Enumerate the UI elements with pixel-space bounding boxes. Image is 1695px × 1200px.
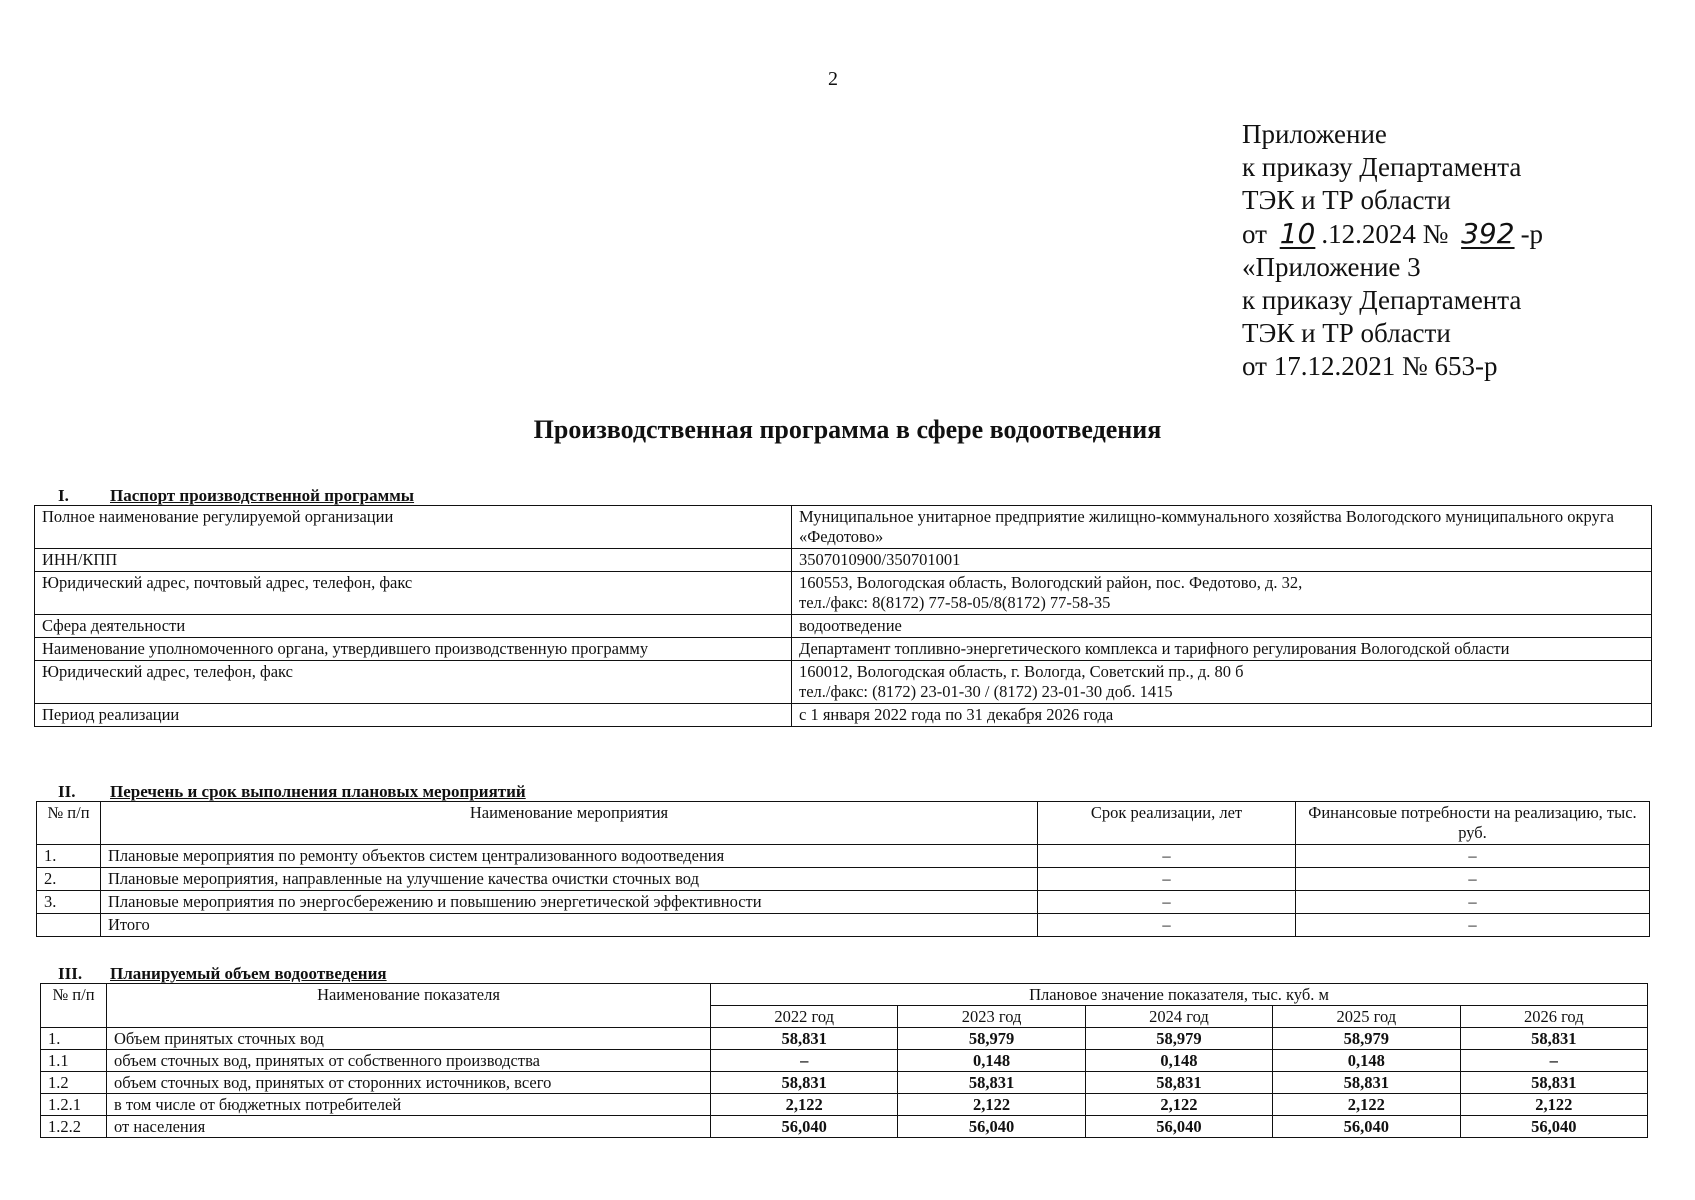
- row-num: 1.1: [41, 1050, 107, 1072]
- row-value: 56,040: [1460, 1116, 1647, 1138]
- col-header-name: Наименование мероприятия: [101, 802, 1038, 845]
- row-num: [37, 914, 101, 937]
- appendix-header: [1242, 118, 1543, 383]
- passport-label: Юридический адрес, телефон, факс: [35, 661, 792, 704]
- passport-value-line: 160553, Вологодская область, Вологодский район, пос. Федотово, д. 32,: [799, 573, 1303, 592]
- passport-value-line: тел./факс: (8172) 23-01-30 / (8172) 23-01-30 доб. 1415: [799, 682, 1173, 701]
- appendix-line: ТЭК и ТР области: [1242, 318, 1451, 348]
- table-header-row: [41, 984, 1648, 1006]
- appendix-line: к приказу Департамента: [1242, 152, 1522, 182]
- appendix-line: «Приложение 3: [1242, 252, 1421, 282]
- document-title: Производственная программа в сфере водоотведения: [533, 415, 1162, 444]
- row-value: 58,979: [1085, 1028, 1272, 1050]
- row-num: 1.: [41, 1028, 107, 1050]
- passport-value: Муниципальное унитарное предприятие жилищно-коммунального хозяйства Вологодского муниципального округа «Федотово»: [792, 506, 1652, 549]
- appendix-line: от 17.12.2021 № 653-р: [1242, 351, 1498, 381]
- row-name: в том числе от бюджетных потребителей: [107, 1094, 711, 1116]
- section3-title: Планируемый объем водоотведения: [110, 964, 387, 983]
- section1-title: Паспорт производственной программы: [110, 486, 415, 505]
- handwritten-number: 392: [1461, 217, 1515, 250]
- passport-value: [792, 572, 1652, 615]
- row-value: 2,122: [898, 1094, 1085, 1116]
- row-num: 1.: [37, 845, 101, 868]
- row-num: 3.: [37, 891, 101, 914]
- row-value: 58,831: [1460, 1028, 1647, 1050]
- row-num: 1.2.1: [41, 1094, 107, 1116]
- passport-value-line: 160012, Вологодская область, г. Вологда, Советский пр., д. 80 б: [799, 662, 1244, 681]
- section3-roman: III.: [58, 964, 83, 983]
- col-header-num: № п/п: [41, 984, 107, 1028]
- row-num: 1.2.2: [41, 1116, 107, 1138]
- col-header-year: 2022 год: [711, 1006, 898, 1028]
- table-header-row: [37, 802, 1650, 845]
- passport-label: ИНН/КПП: [35, 549, 792, 572]
- page-number: 2: [828, 68, 838, 90]
- volume-table: [40, 983, 1648, 1138]
- passport-label: Юридический адрес, почтовый адрес, телефон, факс: [35, 572, 792, 615]
- table-row: [35, 506, 1652, 549]
- passport-value: Департамент топливно-энергетического комплекса и тарифного регулирования Вологодской области: [792, 638, 1652, 661]
- section1-roman: I.: [58, 486, 69, 505]
- table-row: [41, 1028, 1648, 1050]
- row-value: 56,040: [1273, 1116, 1460, 1138]
- table-row: [35, 615, 1652, 638]
- appendix-line: к приказу Департамента: [1242, 285, 1522, 315]
- row-value: 0,148: [898, 1050, 1085, 1072]
- appendix-line: ТЭК и ТР области: [1242, 185, 1451, 215]
- row-name: Плановые мероприятия по ремонту объектов систем централизованного водоотведения: [101, 845, 1038, 868]
- table-row: [37, 845, 1650, 868]
- row-name: от населения: [107, 1116, 711, 1138]
- row-value: 58,831: [1273, 1072, 1460, 1094]
- order-date: .12.2024 №: [1321, 219, 1449, 249]
- passport-value: [792, 661, 1652, 704]
- row-value: 58,831: [711, 1072, 898, 1094]
- row-name: Объем принятых сточных вод: [107, 1028, 711, 1050]
- col-header-year: 2025 год: [1273, 1006, 1460, 1028]
- section3-heading: [58, 964, 387, 984]
- row-num: 1.2: [41, 1072, 107, 1094]
- col-header-year: 2026 год: [1460, 1006, 1647, 1028]
- row-term: –: [1038, 868, 1296, 891]
- row-num: 2.: [37, 868, 101, 891]
- section2-roman: II.: [58, 782, 76, 801]
- passport-value-line: тел./факс: 8(8172) 77-58-05/8(8172) 77-58-35: [799, 593, 1111, 612]
- col-header-year: 2024 год: [1085, 1006, 1272, 1028]
- passport-value: с 1 января 2022 года по 31 декабря 2026 года: [792, 704, 1652, 727]
- row-value: 2,122: [711, 1094, 898, 1116]
- row-value: –: [1460, 1050, 1647, 1072]
- col-header-year: 2023 год: [898, 1006, 1085, 1028]
- section1-heading: [58, 486, 414, 506]
- row-term: –: [1038, 914, 1296, 937]
- table-row: [35, 572, 1652, 615]
- row-value: 0,148: [1085, 1050, 1272, 1072]
- row-name: Плановые мероприятия, направленные на улучшение качества очистки сточных вод: [101, 868, 1038, 891]
- row-name: Итого: [101, 914, 1038, 937]
- row-finance: –: [1296, 914, 1650, 937]
- table-row: [35, 638, 1652, 661]
- row-value: 58,831: [1460, 1072, 1647, 1094]
- order-suffix: -р: [1520, 219, 1544, 249]
- passport-label: Период реализации: [35, 704, 792, 727]
- row-finance: –: [1296, 891, 1650, 914]
- section2-heading: [58, 782, 526, 802]
- row-value: 56,040: [1085, 1116, 1272, 1138]
- row-finance: –: [1296, 845, 1650, 868]
- row-value: 58,831: [898, 1072, 1085, 1094]
- row-value: 58,831: [711, 1028, 898, 1050]
- table-row: [35, 704, 1652, 727]
- row-name: объем сточных вод, принятых от собственного производства: [107, 1050, 711, 1072]
- row-name: объем сточных вод, принятых от сторонних источников, всего: [107, 1072, 711, 1094]
- col-header-term: Срок реализации, лет: [1038, 802, 1296, 845]
- col-header-name: Наименование показателя: [107, 984, 711, 1028]
- passport-label: Полное наименование регулируемой организации: [35, 506, 792, 549]
- appendix-line: Приложение: [1242, 119, 1387, 149]
- row-value: 2,122: [1273, 1094, 1460, 1116]
- section2-title: Перечень и срок выполнения плановых мероприятий: [110, 782, 526, 801]
- passport-value: водоотведение: [792, 615, 1652, 638]
- row-value: 58,979: [898, 1028, 1085, 1050]
- passport-value: 3507010900/350701001: [792, 549, 1652, 572]
- measures-table: [36, 801, 1650, 937]
- passport-table: [34, 505, 1652, 727]
- table-row: [41, 1072, 1648, 1094]
- col-header-finance: Финансовые потребности на реализацию, тыс. руб.: [1296, 802, 1650, 845]
- appendix-order-line: [1242, 217, 1543, 251]
- passport-label: Сфера деятельности: [35, 615, 792, 638]
- row-term: –: [1038, 891, 1296, 914]
- row-value: 2,122: [1085, 1094, 1272, 1116]
- handwritten-day: 10: [1279, 217, 1316, 250]
- table-row-total: [37, 914, 1650, 937]
- row-value: –: [711, 1050, 898, 1072]
- row-value: 56,040: [898, 1116, 1085, 1138]
- table-row: [35, 549, 1652, 572]
- table-row: [37, 868, 1650, 891]
- row-value: 0,148: [1273, 1050, 1460, 1072]
- table-row: [41, 1094, 1648, 1116]
- order-prefix: от: [1242, 219, 1267, 249]
- row-value: 2,122: [1460, 1094, 1647, 1116]
- passport-label: Наименование уполномоченного органа, утвердившего производственную программу: [35, 638, 792, 661]
- row-name: Плановые мероприятия по энергосбережению и повышению энергетической эффективности: [101, 891, 1038, 914]
- table-row: [41, 1116, 1648, 1138]
- col-header-num: № п/п: [37, 802, 101, 845]
- table-row: [35, 661, 1652, 704]
- table-row: [41, 1050, 1648, 1072]
- row-term: –: [1038, 845, 1296, 868]
- row-finance: –: [1296, 868, 1650, 891]
- row-value: 56,040: [711, 1116, 898, 1138]
- table-row: [37, 891, 1650, 914]
- col-header-group: Плановое значение показателя, тыс. куб. м: [711, 984, 1648, 1006]
- row-value: 58,979: [1273, 1028, 1460, 1050]
- row-value: 58,831: [1085, 1072, 1272, 1094]
